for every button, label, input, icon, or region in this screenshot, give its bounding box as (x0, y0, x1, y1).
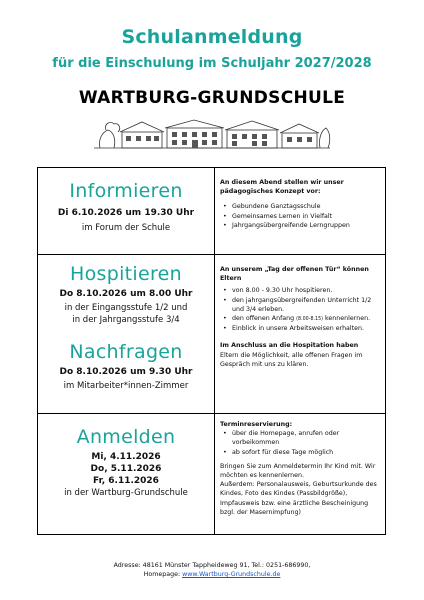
row-informieren (38, 168, 385, 255)
anmelden-intro: Terminreservierung: (220, 421, 293, 428)
informieren-place: im Forum der Schule (81, 223, 171, 233)
hospitieren-list (220, 286, 380, 333)
nachfragen-text: Eltern die Möglichkeit, alle offenen Fragen im Gespräch mit uns zu klären. (220, 351, 363, 368)
school-name: WARTBURG-GRUNDSCHULE (78, 88, 346, 108)
school-building-illustration (92, 118, 332, 150)
page-subtitle: für die Einschulung im Schuljahr 2027/2028 (52, 56, 372, 71)
anmelden-text-1: Bringen Sie zum Anmeldetermin Ihr Kind mit. Wir möchten es kennenlernen. (220, 462, 376, 480)
row-hospitieren-nachfragen (38, 255, 385, 414)
anmelden-date-1: Mi, 4.11.2026 (91, 452, 161, 462)
homepage-link[interactable]: www.Wartburg-Grundschule.de (182, 571, 281, 578)
heading-nachfragen: Nachfragen (69, 341, 183, 363)
anmelden-place: in der Wartburg-Grundschule (64, 488, 188, 498)
heading-hospitieren: Hospitieren (70, 263, 182, 285)
anmelden-left (38, 426, 214, 499)
list-item: • den jahrgangsübergreifenden Unterricht 1/2 und 3/4 erleben. (220, 296, 380, 314)
list-item-text: kennenlernen. (323, 315, 371, 323)
anmelden-list (220, 429, 380, 457)
page-title: Schulanmeldung (121, 26, 303, 48)
hospitieren-left (38, 263, 214, 326)
list-item-time: (8.00-8.15) (296, 317, 323, 323)
nachfragen-date: Do 8.10.2026 um 9.30 Uhr (59, 367, 193, 377)
heading-informieren: Informieren (69, 180, 183, 202)
hospitieren-right (220, 265, 380, 369)
list-item: • Gemeinsames Lernen in Vielfalt (220, 212, 380, 221)
anmelden-date-2: Do, 5.11.2026 (90, 464, 162, 474)
anmelden-date-3: Fr, 6.11.2026 (93, 476, 159, 486)
nachfragen-left (38, 341, 214, 392)
informieren-intro: An diesem Abend stellen wir unser pädagogisches Konzept vor: (220, 179, 344, 196)
nachfragen-place: im Mitarbeiter*innen-Zimmer (63, 381, 189, 391)
list-item: • von 8.00 - 9.30 Uhr hospitieren. (220, 286, 380, 295)
list-item: • über die Homepage, anrufen oder vorbeikommen (220, 429, 380, 447)
footer-homepage (0, 570, 424, 579)
list-item-text: den offenen Anfang (232, 315, 297, 323)
row-anmelden (38, 414, 385, 534)
list-item: • ab sofort für diese Tage möglich (220, 448, 380, 457)
informieren-right (220, 178, 380, 230)
list-item: • Jahrgangsübergreifende Lerngruppen (220, 221, 380, 230)
hospitieren-intro: An unserem „Tag der offenen Tür“ können Eltern (220, 266, 369, 283)
hospitieren-date: Do 8.10.2026 um 8.00 Uhr (59, 289, 193, 299)
hospitieren-place-1: in der Eingangsstufe 1/2 und (64, 303, 188, 313)
nachfragen-intro: Im Anschluss an die Hospitation haben (220, 342, 359, 350)
informieren-date: Di 6.10.2026 um 19.30 Uhr (57, 208, 195, 218)
footer-address: Adresse: 48161 Münster Tappheideweg 91, Tel.: 0251-686990, (113, 562, 311, 569)
list-item (220, 314, 380, 324)
anmelden-text-2: Außerdem: Personalausweis, Geburtsurkunde des Kindes, Foto des Kindes (Passbildgröße), Impfausweis bzw. eine ärztliche Bescheinigung bzgl. der Masernimpfung) (220, 481, 377, 516)
homepage-label: Homepage: (143, 571, 181, 578)
heading-anmelden: Anmelden (76, 426, 176, 448)
list-item: • Gebundene Ganztagsschule (220, 202, 380, 211)
list-item: • Einblick in unsere Arbeitsweisen erhalten. (220, 324, 380, 333)
anmelden-right (220, 420, 380, 517)
informieren-left (38, 180, 214, 234)
informieren-list (220, 202, 380, 230)
hospitieren-place-2: in der Jahrgangsstufe 3/4 (72, 315, 180, 325)
info-table (37, 167, 386, 535)
